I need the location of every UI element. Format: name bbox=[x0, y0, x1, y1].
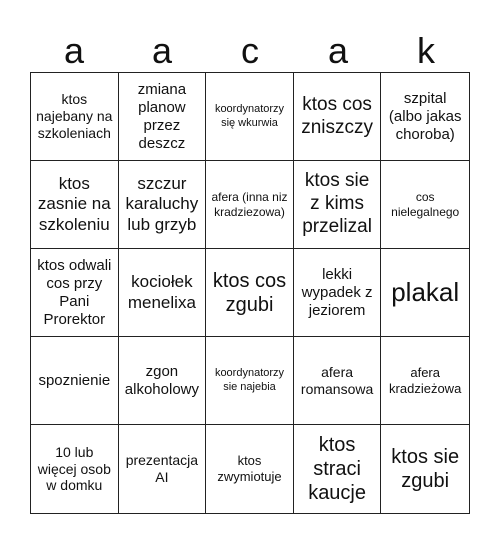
bingo-cell[interactable] bbox=[381, 337, 469, 425]
bingo-cell-text: ktos sie zgubi bbox=[391, 446, 460, 492]
bingo-cell-text: koordynatorzy sie najebia bbox=[214, 367, 285, 393]
header-letter: c bbox=[241, 30, 259, 71]
bingo-cell[interactable] bbox=[119, 425, 207, 513]
header-letter: k bbox=[417, 30, 435, 71]
bingo-cell-text: ktos straci kaucje bbox=[308, 434, 366, 504]
bingo-cell[interactable] bbox=[381, 249, 469, 337]
bingo-cell-text: szpital (albo jakas choroba) bbox=[388, 89, 462, 143]
bingo-cell[interactable] bbox=[31, 161, 119, 249]
bingo-cell-text: spoznienie bbox=[38, 371, 111, 389]
bingo-cell-text: kociołek menelixa bbox=[127, 272, 196, 312]
bingo-cell-text: zgon alkoholowy bbox=[124, 362, 199, 398]
bingo-cell-text: koordynatorzy się wkurwia bbox=[214, 103, 285, 129]
bingo-cell-text: lekki wypadek z jeziorem bbox=[301, 265, 373, 319]
bingo-cell[interactable] bbox=[294, 425, 382, 513]
bingo-cell[interactable] bbox=[119, 337, 207, 425]
bingo-cell-text: plakal bbox=[391, 276, 460, 307]
bingo-cell[interactable] bbox=[206, 161, 294, 249]
bingo-cell-text: ktos zasnie na szkoleniu bbox=[37, 173, 111, 234]
bingo-cell[interactable] bbox=[206, 425, 294, 513]
bingo-header bbox=[30, 30, 470, 72]
header-letter: a bbox=[151, 30, 173, 71]
bingo-cell[interactable] bbox=[294, 73, 382, 161]
bingo-cell-text: ktos cos zgubi bbox=[212, 269, 287, 316]
bingo-cell[interactable] bbox=[206, 73, 294, 161]
bingo-cell-text: szczur karaluchy lub grzyb bbox=[125, 173, 199, 234]
bingo-cell[interactable] bbox=[381, 73, 469, 161]
bingo-cell[interactable] bbox=[206, 249, 294, 337]
bingo-cell[interactable] bbox=[31, 73, 119, 161]
bingo-cell-text: 10 lub więcej osob w domku bbox=[37, 443, 111, 494]
bingo-cell-text: afera kradzieżowa bbox=[389, 364, 462, 396]
bingo-cell[interactable] bbox=[119, 161, 207, 249]
bingo-grid bbox=[30, 72, 470, 514]
bingo-cell-text: ktos cos zniszczy bbox=[301, 93, 373, 138]
bingo-cell-text: afera (inna niz kradziezowa) bbox=[211, 190, 288, 219]
bingo-cell-text: afera romansowa bbox=[300, 363, 374, 397]
bingo-cell-text: ktos najebany na szkoleniach bbox=[36, 91, 113, 141]
header-letter: a bbox=[327, 30, 349, 71]
bingo-cell[interactable] bbox=[206, 337, 294, 425]
bingo-cell[interactable] bbox=[294, 249, 382, 337]
bingo-cell[interactable] bbox=[381, 425, 469, 513]
bingo-cell[interactable] bbox=[31, 425, 119, 513]
bingo-cell-text: ktos zwymiotuje bbox=[217, 453, 282, 484]
bingo-cell-text: prezentacja AI bbox=[125, 452, 199, 485]
bingo-cell[interactable] bbox=[31, 337, 119, 425]
bingo-cell[interactable] bbox=[31, 249, 119, 337]
bingo-cell-text: cos nielegalnego bbox=[391, 190, 460, 219]
bingo-cell[interactable] bbox=[381, 161, 469, 249]
bingo-cell[interactable] bbox=[294, 337, 382, 425]
bingo-cell[interactable] bbox=[119, 73, 207, 161]
bingo-cell-text: ktos sie z kims przelizal bbox=[302, 170, 372, 237]
header-letter: a bbox=[63, 30, 85, 71]
bingo-cell-text: ktos odwali cos przy Pani Prorektor bbox=[37, 256, 112, 328]
bingo-cell[interactable] bbox=[294, 161, 382, 249]
bingo-cell-text: zmiana planow przez deszcz bbox=[137, 80, 187, 152]
bingo-cell[interactable] bbox=[119, 249, 207, 337]
